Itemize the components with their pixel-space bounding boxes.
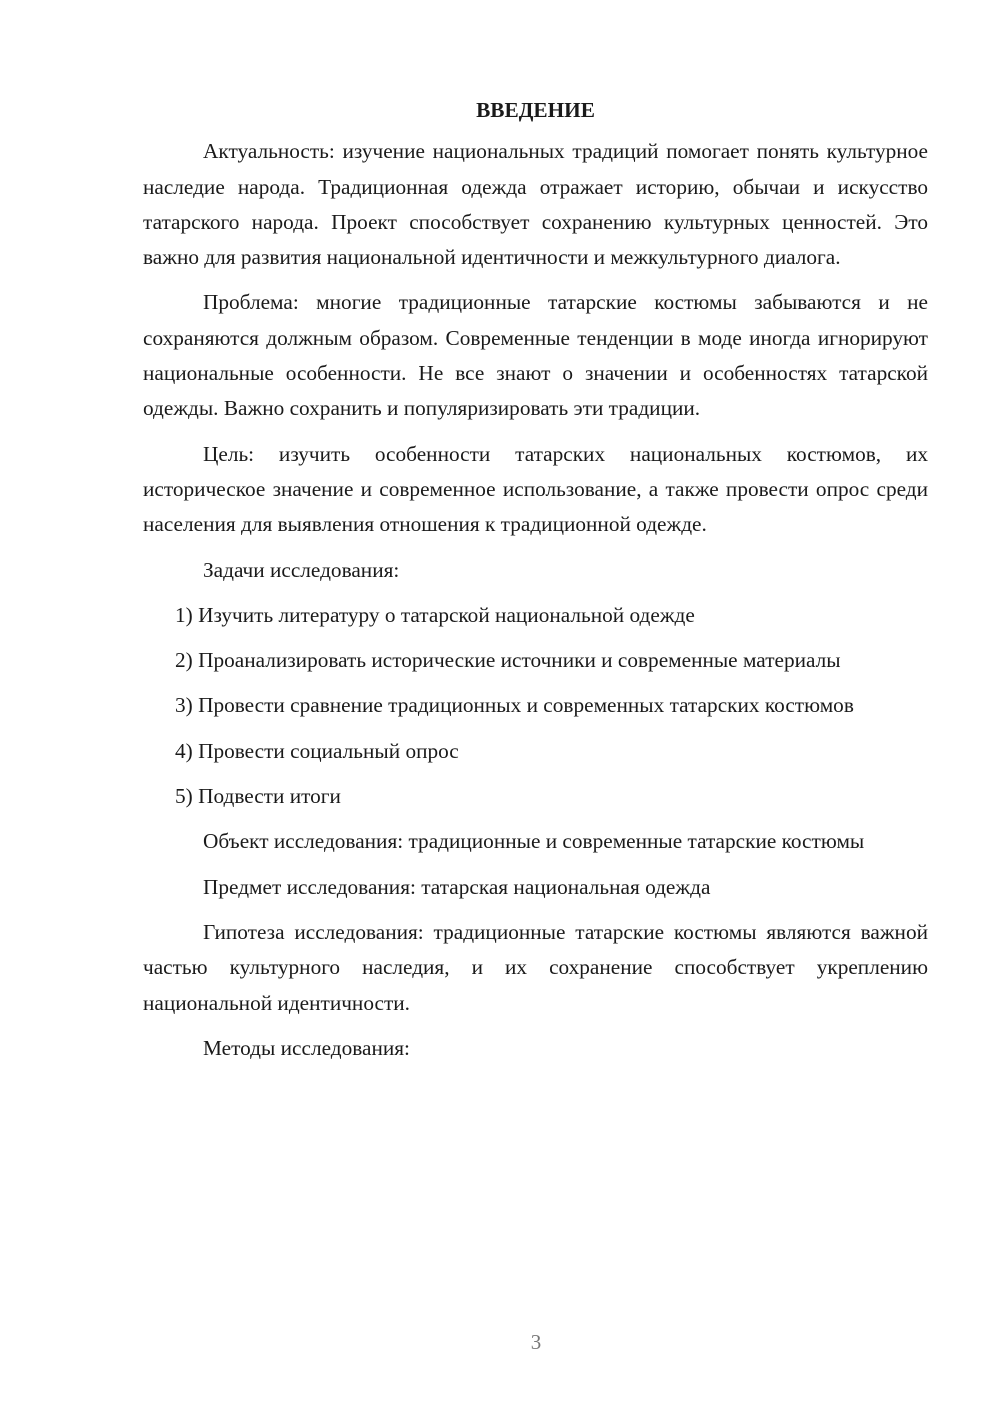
- relevance-paragraph: Актуальность: изучение национальных традиций помогает понять культурное наследие народа. Традиционная одежда отражает историю, обычаи и искусство татарского народа. Проект способствует сохранению культурных ценностей. Это важно для развития национальной идентичности и межкультурного диалога.: [143, 139, 928, 270]
- task-item: 3) Провести сравнение традиционных и современных татарских костюмов: [175, 693, 854, 718]
- page-number: 3: [530, 1330, 542, 1354]
- hypothesis-paragraph: Гипотеза исследования: традиционные татарские костюмы являются важной частью культурного наследия, и их сохранение способствует укреплению национальной идентичности.: [143, 919, 928, 1015]
- page-content: [143, 93, 928, 1066]
- section-title: ВВЕДЕНИЕ: [476, 98, 595, 122]
- goal-paragraph: Цель: изучить особенности татарских национальных костюмов, их историческое значение и современное использование, а также провести опрос среди населения для выявления отношения к традиционной одежде.: [143, 441, 928, 537]
- task-item: 4) Провести социальный опрос: [175, 738, 459, 763]
- object-paragraph: Объект исследования: традиционные и современные татарские костюмы: [203, 829, 865, 854]
- task-item: 5) Подвести итоги: [175, 784, 341, 809]
- problem-paragraph: Проблема: многие традиционные татарские костюмы забываются и не сохраняются должным образом. Современные тенденции в моде иногда игнорируют национальные особенности. Не все знают о значении и особенностях татарской одежды. Важно сохранить и популяризировать эти традиции.: [143, 290, 928, 421]
- task-item: 1) Изучить литературу о татарской национальной одежде: [175, 602, 695, 627]
- methods-heading: Методы исследования:: [203, 1035, 410, 1060]
- task-item: 2) Проанализировать исторические источники и современные материалы: [175, 648, 841, 673]
- tasks-heading: Задачи исследования:: [203, 557, 400, 582]
- subject-paragraph: Предмет исследования: татарская национальная одежда: [203, 874, 711, 899]
